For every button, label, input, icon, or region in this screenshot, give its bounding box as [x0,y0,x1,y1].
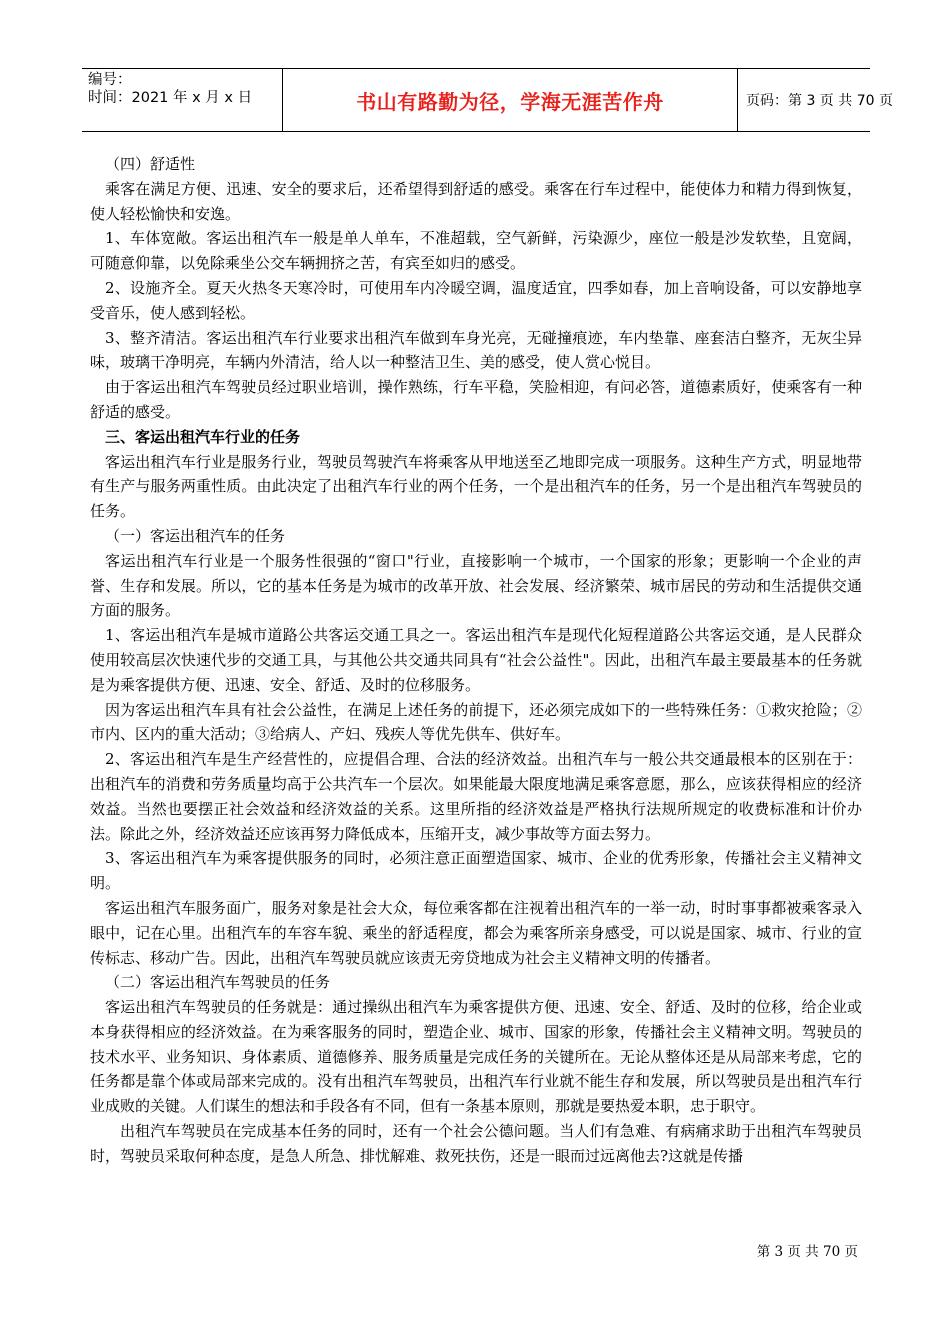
document-time-label: 时间：2021 年 x 月 x 日 [88,90,253,106]
paragraph: 3、客运出租汽车为乘客提供服务的同时，必须注意正面塑造国家、城市、企业的优秀形象，传播社会主义精神文明。 [90,849,862,893]
paragraph: 出租汽车驾驶员在完成基本任务的同时，还有一个社会公德问题。当人们有急难、有病痛求助于出租汽车驾驶员时，驾驶员采取何种态度，是急人所急、排忧解难、救死扶伤，还是一眼而过远离他去?这就是传播 [90,1122,862,1165]
paragraph: 因为客运出租汽车具有社会公益性，在满足上述任务的前提下，还必须完成如下的一些特殊任务：①救灾抢险；②市内、区内的重大活动；③给病人、产妇、残疾人等优先供车、供好车。 [90,700,862,744]
page-footer: 第 3 页 共 70 页 [756,1244,858,1260]
paragraph: 3、整齐清洁。客运出租汽车行业要求出租汽车做到车身光亮，无碰撞痕迹，车内垫靠、座套洁白整齐，无灰尘异味，玻璃干净明亮，车辆内外清洁，给人以一种整洁卫生、美的感受，使人赏心悦目。 [90,328,862,372]
header-motto-cell [282,69,738,131]
paragraph: 2、客运出租汽车是生产经营性的，应提倡合理、合法的经济效益。出租汽车与一般公共交通最根本的区别在于：出租汽车的消费和劳务质量均高于公共汽车一个层次。如果能最大限度地满足乘客意愿，那么，应该获得相应的经济效益。当然也要摆正社会效益和经济效益的关系。这里所指的经济效益是严格执行法规所规定的收费标准和计价办法。除此之外，经济效益还应该再努力降低成本，压缩开支，减少事故等方面去努力。 [90,750,862,843]
header-motto: 书山有路勤为径，学海无涯苦作舟 [356,89,664,114]
paragraph: 1、客运出租汽车是城市道路公共客运交通工具之一。客运出租汽车是现代化短程道路公共客运交通，是人民群众使用较高层次快速代步的交通工具，与其他公共交通共同具有“社会公益性"。因此，出租汽车最主要最基本的任务就是为乘客提供方便、迅速、安全、舒适、及时的位移服务。 [90,626,862,694]
section-heading: 三、客运出租汽车行业的任务 [105,427,301,446]
subsection-heading: （二）客运出租汽车驾驶员的任务 [105,973,331,992]
document-number-label: 编号： [88,72,132,88]
subsection-heading: （一）客运出租汽车的任务 [105,526,286,545]
paragraph: 客运出租汽车行业是一个服务性很强的“窗口"行业，直接影响一个城市，一个国家的形象；更影响一个企业的声誉、生存和发展。所以，它的基本任务是为城市的改革开放、社会发展、经济繁荣、城市居民的劳动和生活提供交通方面的服务。 [90,551,862,620]
paragraph: 2、设施齐全。夏天火热冬天寒冷时，可使用车内冷暖空调，温度适宜，四季如春，加上音响设备，可以安静地享受音乐，使人感到轻松。 [90,278,862,322]
header-meta [82,69,282,131]
subsection-heading: （四）舒适性 [105,155,196,173]
document-body [90,152,862,1169]
header-page-info: 页码：第 3 页 共 70 页 [746,93,893,109]
page-header [82,68,893,132]
paragraph: 客运出租汽车行业是服务行业，驾驶员驾驶汽车将乘客从甲地送至乙地即完成一项服务。这种生产方式，明显地带有生产与服务两重性质。由此决定了出租汽车行业的两个任务，一个是出租汽车的任务，另一个是出租汽车驾驶员的任务。 [90,452,862,521]
paragraph: 1、车体宽敞。客运出租汽车一般是单人单车，不准超载，空气新鲜，污染源少，座位一般是沙发软垫，且宽阔，可随意仰靠，以免除乘坐公交车辆拥挤之苦，有宾至如归的感受。 [90,229,862,273]
paragraph: 乘客在满足方便、迅速、安全的要求后，还希望得到舒适的感受。乘客在行车过程中，能使体力和精力得到恢复，使人轻松愉快和安逸。 [90,179,862,223]
paragraph: 由于客运出租汽车驾驶员经过职业培训，操作熟练，行车平稳，笑脸相迎，有问必答，道德素质好，使乘客有一种舒适的感受。 [90,378,862,421]
paragraph: 客运出租汽车服务面广，服务对象是社会大众，每位乘客都在注视着出租汽车的一举一动，时时事事都被乘客录入眼中，记在心里。出租汽车的车容车貌、乘坐的舒适程度，都会为乘客所亲身感受，可以说是国家、城市、行业的宣传标志、移动广告。因此，出租汽车驾驶员就应该责无旁贷地成为社会主义精神文明的传播者。 [90,898,862,967]
paragraph: 客运出租汽车驾驶员的任务就是：通过操纵出租汽车为乘客提供方便、迅速、安全、舒适、及时的位移，给企业或本身获得相应的经济效益。在为乘客服务的同时，塑造企业、城市、国家的形象，传播社会主义精神文明。驾驶员的技术水平、业务知识、身体素质、道德修养、服务质量是完成任务的关键所在。无论从整体还是从局部来考虑，它的任务都是靠个体或局部来完成的。没有出租汽车驾驶员，出租汽车行业就不能生存和发展，所以驾驶员是出租汽车行业成败的关键。人们谋生的想法和手段各有不同，但有一条基本原则，那就是要热爱本职，忠于职守。 [90,998,862,1116]
